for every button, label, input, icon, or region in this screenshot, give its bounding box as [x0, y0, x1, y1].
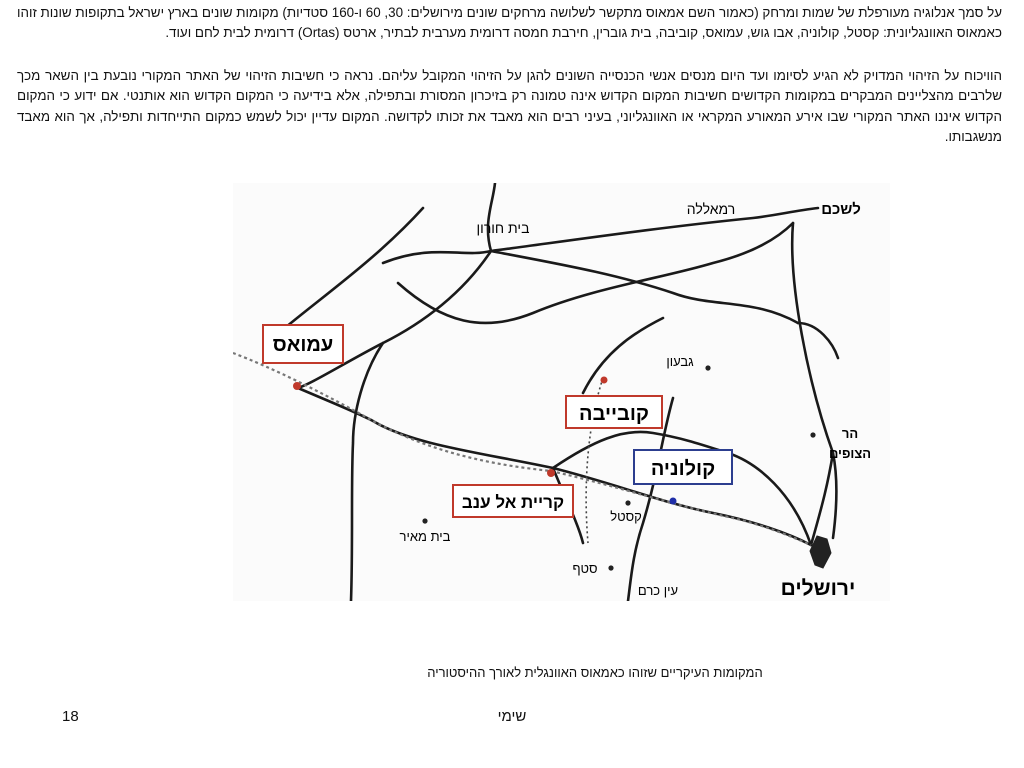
label-ramallah: רמאללה — [686, 201, 736, 217]
page-number: 18 — [62, 708, 79, 725]
debate-paragraph: הוויכוח על הזיהוי המדויק לא הגיע לסיומו ועד היום מנסים אנשי הכנסייה השונים להגן על הזיהוי המקובל עליהם. נראה כי חשיבות הזיהוי של האתר המקורי נובעת בין השאר מכך שלרבים מהצליינים המבקרים במקומות הקדושים חשיבות המקום הקדוש אינה טמונה רק בזיכרון המסורת ובתפילה, אלא בידיעה כי המקום הקדוש הוא אותנטי. אם ידוע כי המקום הקדוש איננו האתר המקורי שבו אירע המאורע המקראי או האוונגליוני, בעיני רבים הוא מאבד את זכותו לקדושה. המקום עדיין יכול לשמש כמקום התייחדות ותפילה, אך הוא מאבד מנשגבותו. — [17, 68, 1002, 144]
label-givon: גבעון — [666, 354, 694, 369]
label-amwas: עמואס — [272, 334, 334, 356]
sataf-dot — [608, 565, 613, 570]
emmaus-map — [233, 183, 890, 601]
label-hatzofim: הצופים — [828, 446, 872, 461]
label-shechem: לשכם — [821, 201, 861, 218]
label-beit-meir: בית מאיר — [399, 529, 451, 544]
label-jerusalem: ירושלים — [780, 577, 856, 600]
amwas-site-dot — [293, 382, 301, 390]
beit-meir-dot — [422, 518, 427, 523]
label-qubeiba: קובייבה — [579, 403, 649, 425]
kiryat-anavim-site-dot — [547, 469, 555, 477]
map-caption: המקומות העיקריים שזוהו כאמאוס האוונגלית לאורך ההיסטוריה — [427, 665, 763, 680]
label-har: הר — [841, 426, 859, 441]
givon-dot — [705, 365, 710, 370]
kastel-dot — [625, 500, 630, 505]
road-network — [273, 183, 838, 601]
label-ein-karem: עין כרם — [637, 583, 679, 598]
label-beit-horon: בית חורון — [476, 220, 530, 236]
footer-author: שימי — [497, 708, 527, 725]
intro-paragraph: על סמך אנלוגיה מעורפלת של שמות ומרחק (כאמור השם אמאוס מתקשר לשלושה מרחקים שונים מירושלים: 30, 60 ו-160 סטדיות) מקומות שונים בארץ ישראל בתקופות שונות זוהו כאמאוס האוונגליונית: קסטל, קולוניה, אבו גוש, עמואס, קוביבה, בית גוברין, חירבת חמסה דרומית מערבית לבתיר, ארטס (Ortas) דרומית לבית לחם ועוד. — [17, 5, 1002, 41]
label-sataf: סטף — [572, 561, 598, 576]
label-colonia: קולוניה — [650, 458, 716, 480]
har-hatzofim-dot — [810, 432, 815, 437]
label-kiryat-anavim: קריית אל ענב — [461, 493, 565, 512]
label-kastel: קסטל — [610, 509, 642, 524]
qubeiba-site-dot — [601, 377, 608, 384]
colonia-site-dot — [670, 498, 677, 505]
